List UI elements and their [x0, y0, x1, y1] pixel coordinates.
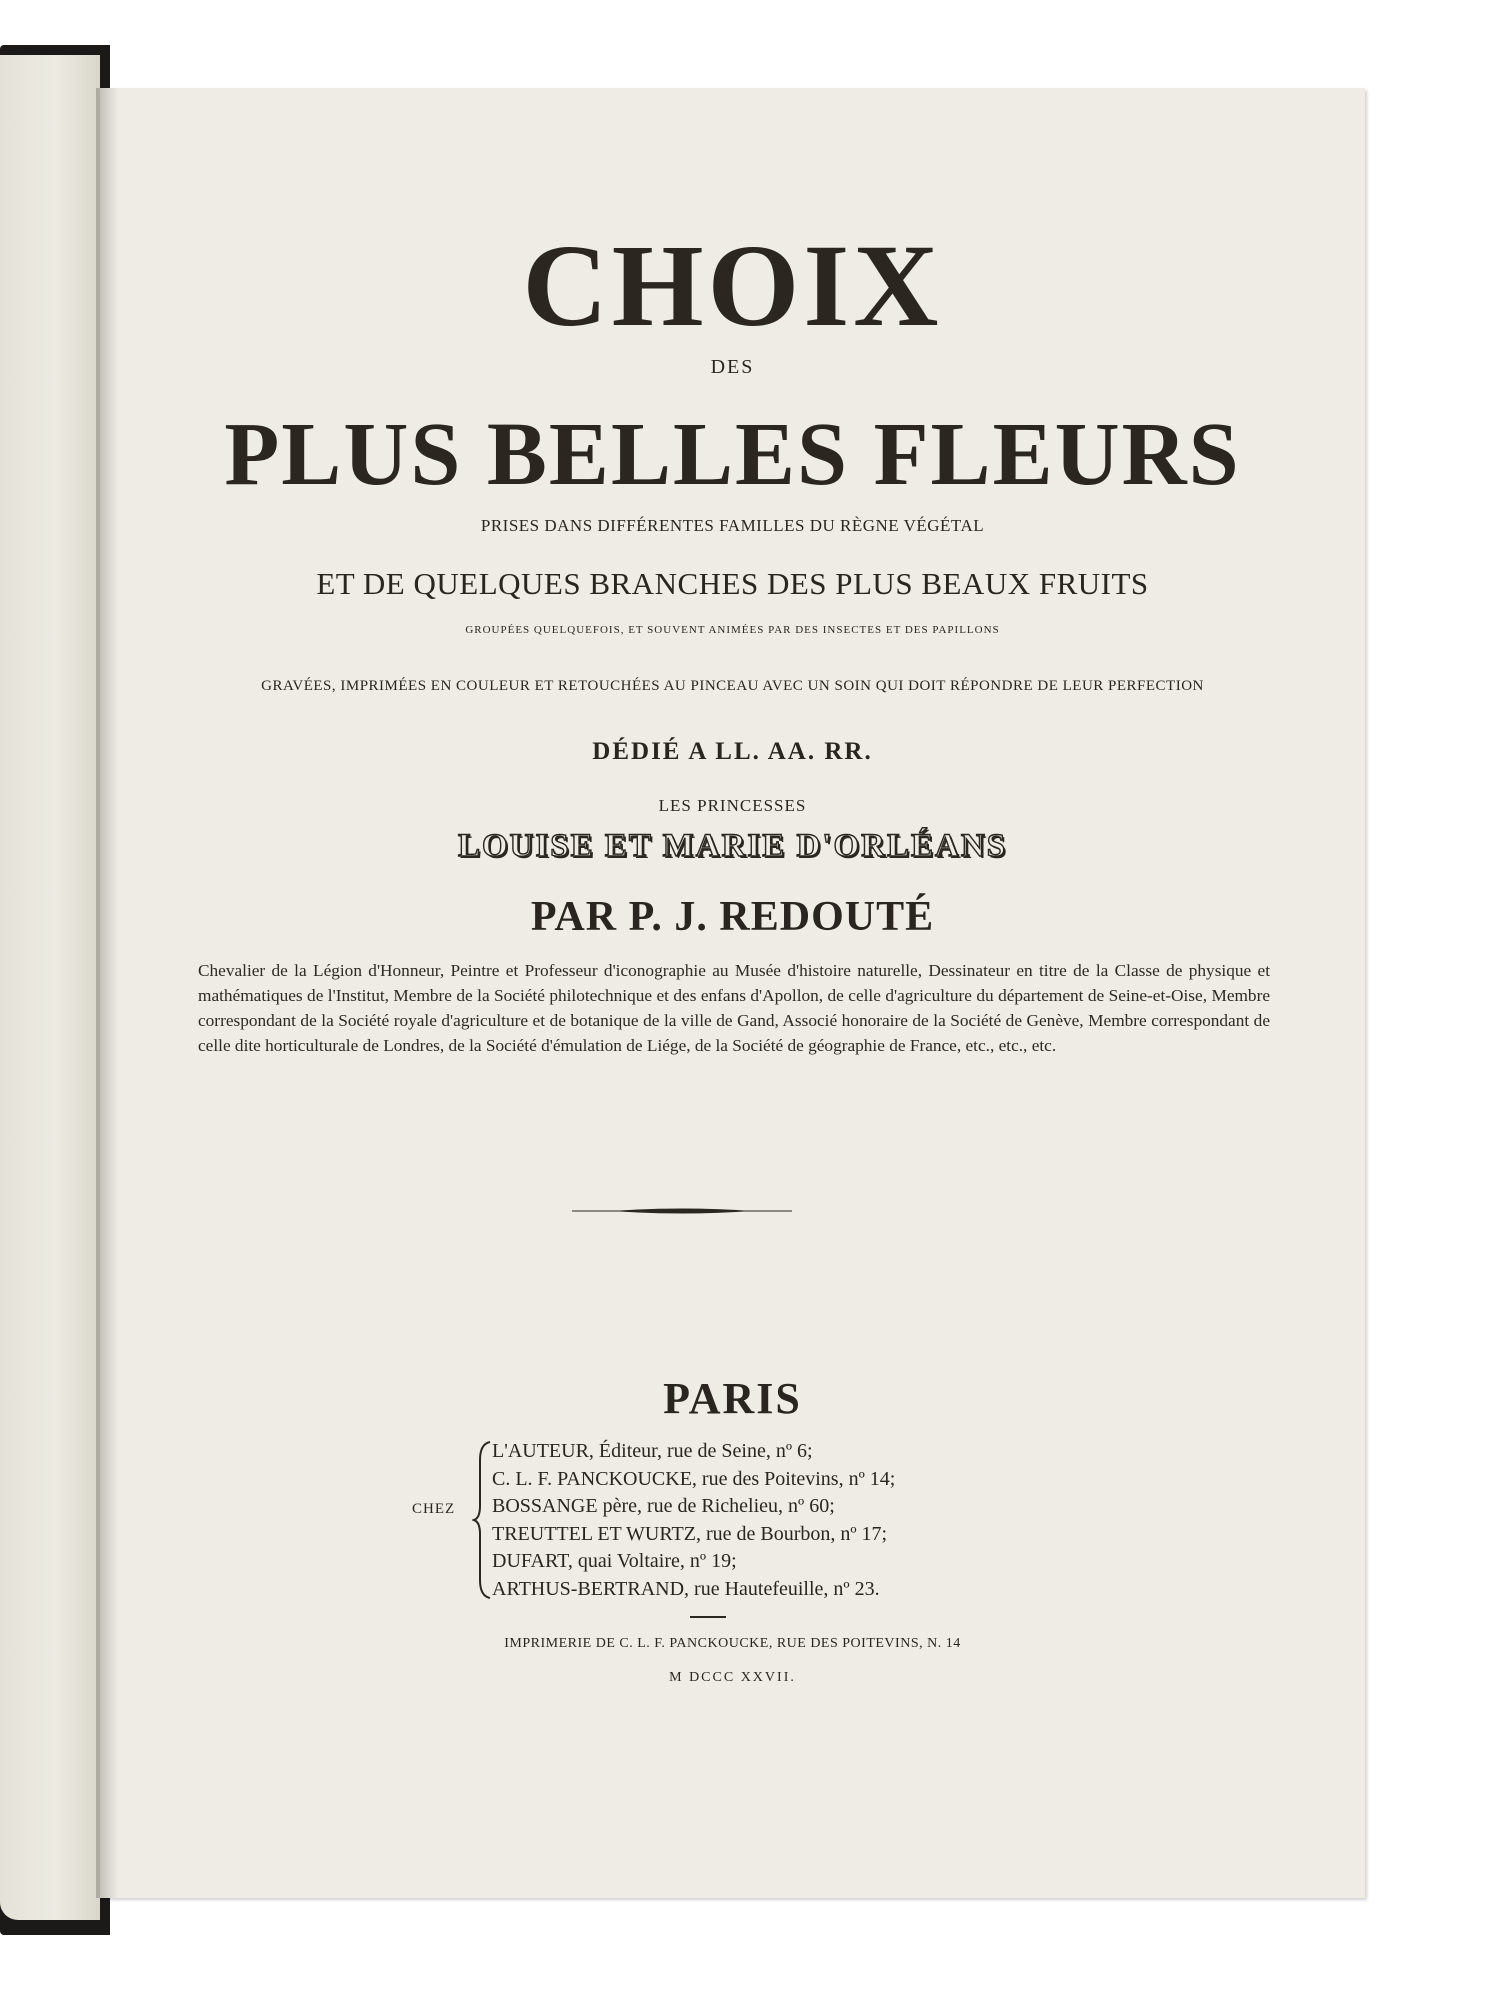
ornament-rule — [572, 1206, 792, 1216]
title-plus-belles-fleurs: PLUS BELLES FLEURS — [224, 405, 1241, 504]
publisher-line: BOSSANGE père, rue de Richelieu, nº 60; — [492, 1495, 835, 1517]
title-des: DES — [710, 356, 755, 378]
divider — [690, 1616, 726, 1618]
subtitle-groupees: GROUPÉES QUELQUEFOIS, ET SOUVENT ANIMÉES PAR DES INSECTES ET DES PAPILLONS — [465, 624, 1000, 636]
title-page — [100, 88, 1365, 1898]
publisher-line: DUFART, quai Voltaire, nº 19; — [492, 1550, 737, 1572]
subtitle-prises: PRISES DANS DIFFÉRENTES FAMILLES DU RÈGNE VÉGÉTAL — [480, 516, 985, 535]
publisher-line: ARTHUS-BERTRAND, rue Hautefeuille, nº 23. — [492, 1577, 880, 1600]
title-choix: CHOIX — [522, 220, 943, 351]
imprint-chez: CHEZ — [412, 1501, 456, 1517]
dedication: DÉDIÉ A LL. AA. RR. — [592, 738, 873, 765]
imprint-city: PARIS — [663, 1374, 802, 1423]
gutter-shadow — [96, 88, 118, 1898]
dedication-princesses: LES PRINCESSES — [658, 796, 807, 815]
publisher-line: L'AUTEUR, Éditeur, rue de Seine, nº 6; — [492, 1440, 813, 1462]
publication-year: M DCCC XXVII. — [669, 1670, 796, 1685]
publisher-line: C. L. F. PANCKOUCKE, rue des Poitevins, nº 14; — [492, 1467, 896, 1490]
subtitle-gravees: GRAVÉES, IMPRIMÉES EN COULEUR ET RETOUCHÉES AU PINCEAU AVEC UN SOIN QUI DOIT RÉPONDRE DE LEUR PERFECTION — [261, 678, 1204, 694]
left-page-edge — [0, 55, 100, 1920]
publisher-line: TREUTTEL ET WURTZ, rue de Bourbon, nº 17; — [492, 1522, 888, 1545]
subtitle-quelques-branches: ET DE QUELQUES BRANCHES DES PLUS BEAUX FRUITS — [316, 566, 1149, 601]
author-credentials: Chevalier de la Légion d'Honneur, Peintre et Professeur d'iconographie au Musée d'histoire naturelle, Dessinateur en titre de la Classe de physique et mathématiques de l'Institut, Membre de la Société philotechnique et des enfans d'Apollon, de celle d'agriculture du département de Seine-et-Oise, Membre correspondant de la Société royale d'agriculture et de botanique de la ville de Gand, Associé honoraire de la Société de Genève, Membre correspondant de celle dite horticulturale de Londres, de la Société d'émulation de Liége, de la Société de géographie de France, etc., etc., etc. — [198, 961, 1270, 1055]
printer-line: IMPRIMERIE DE C. L. F. PANCKOUCKE, RUE DES POITEVINS, N. 14 — [504, 1636, 961, 1651]
publisher-list — [492, 1438, 1052, 1603]
author-line: PAR P. J. REDOUTÉ — [530, 894, 935, 940]
dedication-names: LOUISE ET MARIE D'ORLÉANS — [457, 828, 1008, 864]
brace-icon — [472, 1440, 494, 1600]
